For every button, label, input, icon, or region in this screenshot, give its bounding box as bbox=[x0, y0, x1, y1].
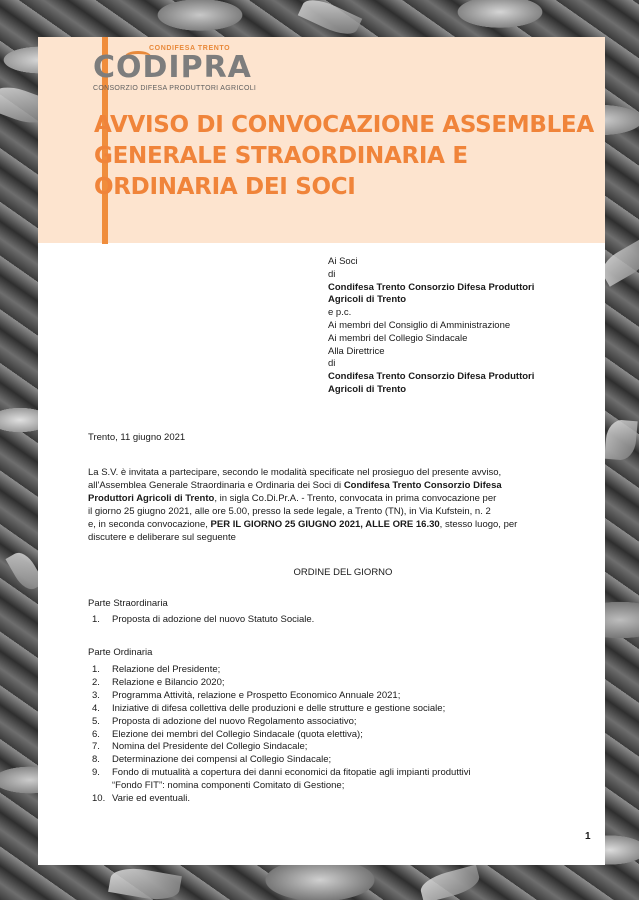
logo-top-text: CONDIFESA TRENTO bbox=[149, 45, 231, 52]
letter-date: Trento, 11 giugno 2021 bbox=[88, 432, 186, 443]
list-number: 2. bbox=[92, 676, 100, 688]
list-number: 10. bbox=[92, 793, 106, 805]
codipra-logo bbox=[93, 45, 257, 97]
recipient-line: di bbox=[328, 358, 336, 370]
section-heading-straordinaria: Parte Straordinaria bbox=[88, 598, 168, 609]
list-text: Nomina del Presidente del Collegio Sindacale; bbox=[112, 741, 308, 753]
paragraph-text: , stesso luogo, per bbox=[439, 519, 518, 530]
paragraph-text: all'Assemblea Generale Straordinaria e Ordinaria dei Soci di bbox=[88, 480, 344, 491]
recipients-block bbox=[328, 256, 578, 397]
list-item bbox=[88, 690, 568, 703]
list-text: Relazione del Presidente; bbox=[112, 664, 221, 675]
recipient-line: e p.c. bbox=[328, 307, 352, 319]
recipient-line: Ai Soci bbox=[328, 256, 358, 267]
document-title bbox=[94, 110, 594, 203]
paragraph-bold-text: Produttori Agricoli di Trento bbox=[88, 493, 215, 504]
list-number: 1. bbox=[92, 664, 100, 675]
page-number: 1 bbox=[585, 831, 591, 842]
recipient-line: Ai membri del Consiglio di Amministrazione bbox=[328, 319, 511, 331]
list-text: Elezione dei membri del Collegio Sindacale (quota elettiva); bbox=[112, 728, 363, 740]
list-number: 8. bbox=[92, 754, 100, 766]
logo-subtitle: CONSORZIO DIFESA PRODUTTORI AGRICOLI bbox=[93, 85, 257, 92]
list-number: 4. bbox=[92, 702, 100, 714]
list-number: 3. bbox=[92, 689, 100, 701]
paragraph-line bbox=[88, 518, 572, 531]
list-item bbox=[88, 664, 568, 677]
list-item bbox=[88, 754, 568, 767]
logo-main-text: CODIPRA bbox=[93, 50, 252, 85]
list-item bbox=[88, 741, 568, 754]
list-text: Determinazione dei compensi al Collegio Sindacale; bbox=[112, 754, 332, 766]
leaf-decoration bbox=[418, 865, 482, 900]
recipient-line: Agricoli di Trento bbox=[328, 383, 407, 395]
list-text: Relazione e Bilancio 2020; bbox=[112, 676, 225, 688]
list-text: Fondo di mutualità a copertura dei danni economici da fitopatie agli impianti produttivi bbox=[112, 767, 471, 779]
list-item bbox=[88, 703, 568, 716]
list-item bbox=[88, 793, 568, 806]
paragraph-line bbox=[88, 492, 572, 505]
recipient-line: di bbox=[328, 268, 336, 280]
recipient-line: Alla Direttrice bbox=[328, 345, 385, 357]
paragraph-line: il giorno 25 giugno 2021, alle ore 5.00, presso la sede legale, a Trento (TN), in Via Kufstein, n. 2 bbox=[88, 506, 491, 517]
list-text: Varie ed eventuali. bbox=[112, 793, 190, 805]
recipient-line: Ai membri del Collegio Sindacale bbox=[328, 332, 468, 344]
leaf-decoration bbox=[108, 864, 182, 900]
list-text-continuation: “Fondo FIT”: nomina componenti Comitato di Gestione; bbox=[112, 780, 345, 792]
paragraph-text: e, in seconda convocazione, bbox=[88, 519, 211, 530]
section-heading-ordinaria: Parte Ordinaria bbox=[88, 647, 153, 658]
paragraph-line bbox=[88, 479, 572, 492]
list-number: 9. bbox=[92, 767, 100, 779]
list-number: 6. bbox=[92, 728, 100, 740]
straordinaria-list bbox=[88, 614, 568, 627]
paragraph-bold-text: Condifesa Trento Consorzio Difesa bbox=[343, 480, 502, 491]
list-item bbox=[88, 729, 568, 742]
list-number: 7. bbox=[92, 741, 100, 753]
list-item bbox=[88, 716, 568, 729]
list-item bbox=[88, 614, 568, 627]
list-text: Programma Attività, relazione e Prospetto Economico Annuale 2021; bbox=[112, 689, 401, 701]
leaf-decoration bbox=[604, 419, 637, 461]
paragraph-bold-text: PER IL GIORNO 25 GIUGNO 2021, ALLE ORE 16.30 bbox=[210, 519, 440, 530]
list-number: 5. bbox=[92, 715, 100, 727]
list-text: Proposta di adozione del nuovo Regolamento associativo; bbox=[112, 715, 357, 727]
list-item bbox=[88, 677, 568, 690]
ordinaria-list bbox=[88, 664, 568, 806]
paragraph-line: discutere e deliberare sul seguente bbox=[88, 532, 236, 543]
recipient-line: Agricoli di Trento bbox=[328, 294, 407, 306]
list-text: Proposta di adozione del nuovo Statuto Sociale. bbox=[112, 614, 315, 625]
leaf-decoration bbox=[298, 0, 363, 41]
recipient-line: Condifesa Trento Consorzio Difesa Produttori bbox=[328, 281, 535, 293]
document-page bbox=[38, 37, 605, 865]
agenda-title: ORDINE DEL GIORNO bbox=[293, 567, 393, 578]
recipient-line: Condifesa Trento Consorzio Difesa Produttori bbox=[328, 371, 535, 383]
title-line: GENERALE STRAORDINARIA E bbox=[94, 143, 468, 169]
paragraph-text: , in sigla Co.Di.Pr.A. - Trento, convocata in prima convocazione per bbox=[214, 493, 497, 504]
paragraph-line: La S.V. è invitata a partecipare, secondo le modalità specificate nel prosieguo del presente avviso, bbox=[88, 467, 502, 478]
list-text: Iniziative di difesa collettiva delle produzioni e delle strutture e gestione sociale; bbox=[112, 702, 446, 714]
title-line: AVVISO DI CONVOCAZIONE ASSEMBLEA bbox=[94, 112, 594, 138]
list-item bbox=[88, 767, 568, 793]
title-line: ORDINARIA DEI SOCI bbox=[94, 174, 356, 200]
list-number: 1. bbox=[92, 614, 100, 625]
invitation-paragraph bbox=[88, 466, 572, 544]
